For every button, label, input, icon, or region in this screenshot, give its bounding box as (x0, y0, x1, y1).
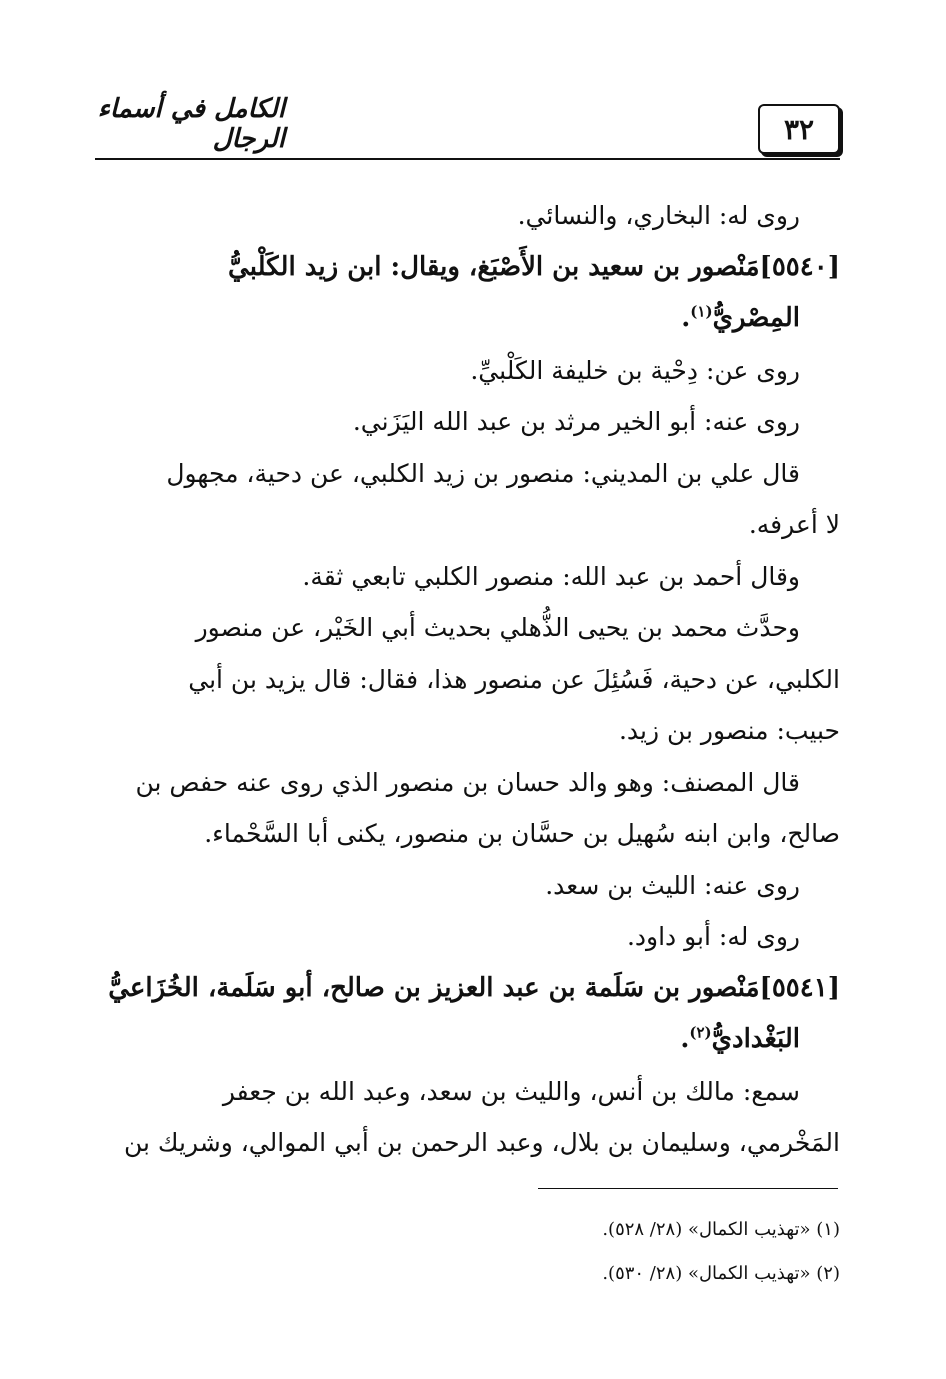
text-line: روى له: أبو داود. (626, 922, 800, 951)
text-line: صالح، وابن ابنه سُهيل بن حسَّان بن منصور، يكنى أبا السَّحْماء. (204, 819, 840, 848)
text-line: وحدَّث محمد بن يحيى الذُّهلي بحديث أبي الخَيْر، عن منصور (195, 613, 800, 642)
footnote-marker: (١) (690, 302, 713, 321)
footnote-marker: (٢) (689, 1023, 712, 1042)
footnote-2: (٢) «تهذيب الكمال» (٢٨/ ٥٣٠). (602, 1263, 840, 1284)
text-line: قال علي بن المديني: منصور بن زيد الكلبي، عن دحية، مجهول (166, 458, 800, 488)
running-title: الكامل في أسماء الرجال (97, 94, 285, 154)
text-line: قال المصنف: وهو والد حسان بن منصور الذي روى عنه حفص بن (135, 767, 800, 797)
text-line: روى عنه: أبو الخير مرثد بن عبد الله اليَزَني. (352, 407, 800, 436)
entry-heading-text: البَغْداديُّ (711, 1024, 800, 1054)
text-line: روى عن: دِحْية بن خليفة الكَلْبيِّ. (470, 355, 800, 385)
text-line: روى عنه: الليث بن سعد. (545, 870, 800, 900)
text-line: حبيب: منصور بن زيد. (618, 716, 840, 745)
page-header (95, 96, 840, 160)
main-text (95, 190, 840, 1169)
entry-heading-5541: [٥٥٤١]مَنْصور بن سَلَمة بن عبد العزيز بن صالح، أبو سَلَمة، الخُزَاعيُّ (108, 972, 840, 1003)
text-line: المَخْرمي، وسليمان بن بلال، وعبد الرحمن بن أبي الموالي، وشريك بن (124, 1128, 840, 1157)
footnotes (95, 1208, 840, 1296)
period: . (681, 303, 691, 333)
text-line: روى له: البخاري، والنسائي. (517, 201, 800, 230)
entry-heading-5541-cont (95, 1014, 840, 1066)
entry-heading-text: المِصْريُّ (712, 303, 800, 333)
footnote-1: (١) «تهذيب الكمال» (٢٨/ ٥٢٨). (602, 1219, 840, 1240)
header-rule (95, 158, 840, 160)
entry-heading-5540-cont (95, 293, 840, 345)
period: . (680, 1024, 690, 1054)
text-line: سمع: مالك بن أنس، والليث بن سعد، وعبد الله بن جعفر (222, 1076, 800, 1106)
text-line: وقال أحمد بن عبد الله: منصور الكلبي تابعي ثقة. (302, 561, 800, 591)
text-line: لا أعرفه. (748, 510, 840, 539)
footnote-rule (538, 1188, 838, 1189)
text-line: الكلبي، عن دحية، فَسُئِلَ عن منصور هذا، فقال: قال يزيد بن أبي (188, 664, 840, 694)
page-number: ٣٢ (758, 104, 840, 154)
entry-heading-5540: [٥٥٤٠]مَنْصور بن سعيد بن الأَصْبَغ، ويقال: ابن زيد الكَلْبيُّ (228, 251, 840, 282)
